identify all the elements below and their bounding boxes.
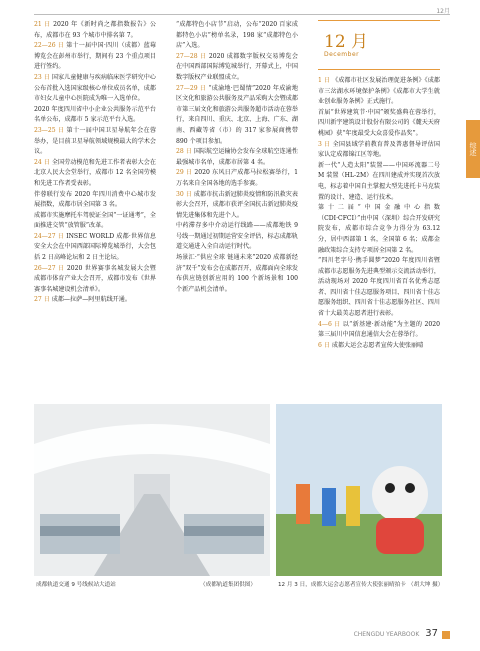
entry-text: 成都市实施摩托车驾驶证全国“一证通考”，全面推进交管“放管服”改革。 (34, 211, 156, 230)
entry-text: 全国县域学前教育普及普惠督导评估国家认定成都锦江区等地。 (318, 140, 440, 159)
entry-date: 23 日 (34, 73, 50, 81)
entry-text: 国家儿童健康与疾病临床医学研究中心公布首批入选国家级核心单位成员名单，成都市妇女儿童中心医院成为唯一入选单位。 (34, 73, 156, 103)
chronicle-entry (176, 221, 298, 253)
chronicle-entry (34, 211, 156, 232)
chronicle-entry (34, 190, 156, 211)
column-3 (318, 76, 440, 410)
column-2 (176, 20, 298, 400)
entry-date: 4—6 日 (318, 320, 341, 328)
chronicle-entry (34, 295, 156, 306)
entry-text: INSEC WORLD 成都·世界信息安全大会在中国西部国际博览城举行，大会包括 2 日高峰论坛和 2 日主论坛。 (34, 232, 156, 262)
entry-text: 2020 世界赛事名城发展大会暨成都市体育产业大会召开，成都市发布《世界赛事名城建设机会清单》。 (34, 264, 156, 293)
entry-date: 28 日 (176, 148, 192, 156)
yearbook-label: CHENGDU YEARBOOK (353, 631, 420, 638)
entry-date: 23—25 日 (34, 126, 65, 134)
header-rule (34, 14, 450, 15)
entry-text: 中药滞存多中介动运行线路——成都地铁 9 号线一期通过初期运营安全评估，标志成都轨道交通进入全自动运行时代。 (176, 222, 298, 251)
month-english: December (324, 51, 360, 58)
chronicle-entry (176, 20, 298, 52)
entry-text: 第十二届“中国金融中心指数（CDI·CFCI）”由中国（深圳）综合开发研究院发布，成都市综合竞争力得分为 63.12 分，居中西部第 1 名，全国第 6 名；成都金融政策综合支持专项居全国第 2 名。 (318, 204, 440, 254)
entry-text: 以“新基建·新动能”为主题的 2020 第三届川中国信息通信大会在蓉举行。 (318, 320, 440, 339)
entry-text: 2020 成都数字版权交易博览会在中国西部国际博览城举行，开幕式上，中国数字版权产业联盟成立。 (176, 52, 298, 81)
entry-text: 第十一届中国卫星导航年会在蓉举办，是目前卫星导航领域规模最大的学术会议。 (34, 126, 156, 156)
entry-text: 首届“世界建筑节·中国”颁奖盛典在蓉举行，四川新宇建筑设计股份有限公司的《麓天天府桃园》获“年度最受大众喜爱作品奖”。 (318, 108, 440, 137)
folio-marker (442, 631, 450, 639)
chronicle-entry (318, 203, 440, 256)
chronicle-entry (318, 161, 440, 203)
month-heading (318, 20, 440, 70)
entry-date: 30 日 (176, 190, 192, 198)
chronicle-entry (34, 105, 156, 126)
entry-text: 国际航空运输协会发布全球航空连通性最强城市名单，成都市居第 4 名。 (176, 148, 298, 166)
page-number: 37 (425, 628, 438, 639)
chronicle-entry (176, 84, 298, 148)
entry-text: 2020 东风日产成都马拉松赛举行，1 万名来自全国各地的选手参赛。 (176, 169, 298, 187)
caption-volunteer: 12 月 3 日，成都大运会志愿者宣传大使张丽晴拍卡 (278, 582, 406, 588)
entry-text: 成都市抗击新冠肺炎疫情和防汛救灾表彰大会召开，成都市获评全国抗击新冠肺炎疫情先进集体和先进个人。 (176, 190, 298, 219)
entry-date: 24—27 日 (34, 232, 65, 240)
entry-date: 27—29 日 (176, 84, 207, 92)
entry-text: 场景汇·“供应全球 链通未来”2020 成都新经济“双千”发布会在成都召开，成都面向全球发布供应链创新应用的 100 个新场景和 100 个新产品机会清单。 (176, 254, 298, 293)
chronicle-entry (318, 320, 440, 341)
entry-date: 6 日 (318, 341, 330, 349)
chronicle-entry (176, 52, 298, 84)
entry-date: 1 日 (318, 77, 331, 84)
chronicle-entry (34, 232, 156, 264)
entry-text: 2020 年《新时尚之都指数报告》公布，成都市在 93 个城市中排名第 7。 (34, 21, 156, 39)
entry-date: 3 日 (318, 140, 331, 148)
entry-date: 29 日 (176, 169, 193, 177)
entry-text: 成都大运会志愿者宣传大使张丽晴 (331, 341, 424, 349)
chronicle-entry (318, 108, 440, 140)
entry-date: 24 日 (34, 158, 50, 166)
entry-text: “四川老字号·携手圆梦”2020 年度四川省暨成都市志愿服务先进典型颁示交流活动举行，活动现场对 2020 年度四川省百名优秀志愿者、四川省十佳志愿服务项目、四川省十佳志愿服务组织、四川省十佳志愿服务社区、四川省十大最美志愿者进行表彰。 (318, 257, 440, 318)
chronicle-entry (34, 73, 156, 105)
running-head: 12月 (436, 8, 450, 15)
entry-text: 《成都市社区发展治理促进条例》《成都市三岔湖水环境保护条例》《成都市大学生就业创业服务条例》正式施行。 (318, 77, 440, 106)
entry-text: 新一代“人造太阳”装置——中国环流器二号 M 装置（HL-2M）在四川建成并实现首次放电，标志着中国自主掌握大型先进托卡马克装置的设计、建造、运行技术。 (318, 161, 440, 201)
entry-date: 27 日 (34, 296, 50, 304)
entry-text: “成都特色小店节”启动，公布“2020 百家成都特色小店”榜单名录，198 家“成都特色小店”入选。 (176, 21, 298, 50)
section-tab[interactable]: 综述 (466, 120, 480, 178)
entry-date: 22—26 日 (34, 42, 65, 50)
chronicle-entry (34, 41, 156, 73)
caption-metro-credit: （成都轨道集团供图） (200, 582, 256, 588)
caption-metro: 成都轨道交通 9 号线候站大道站 (36, 582, 116, 588)
entry-text: 第十一届中国·四川（成都）蓝莓博览会在彭州市举行，期间有 23 个重点项目进行签约。 (34, 42, 156, 71)
chronicle-entry (34, 20, 156, 41)
chronicle-entry (176, 190, 298, 222)
chronicle-entry (34, 264, 156, 296)
chronicle-entry (176, 253, 298, 295)
chronicle-entry (34, 126, 156, 158)
chronicle-entry (318, 140, 440, 161)
chronicle-entry (34, 158, 156, 190)
metro-station-photo (34, 404, 270, 576)
entry-text: 2020 年度四川省中小企业公共服务示范平台名单公布，成都市 5 家示范平台入选。 (34, 105, 156, 124)
entry-date: 21 日 (34, 21, 51, 28)
chronicle-entry (176, 168, 298, 189)
caption-volunteer-credit: （胡大坤 摄） (408, 582, 444, 588)
month-title: 12 月 (324, 32, 369, 52)
chronicle-entry (318, 256, 440, 320)
entry-text: 伴蓉联行发布 2020 年四川消费中心城市发展指数，成都市居全国第 3 名。 (34, 190, 156, 209)
entry-text: 成都—拉萨—阿里航线开通。 (51, 296, 131, 304)
chronicle-entry (318, 341, 440, 352)
volunteer-mascot-photo (276, 404, 442, 576)
chronicle-entry (318, 76, 440, 108)
entry-date: 27—28 日 (176, 52, 207, 60)
entry-text: “成渝地·巴蜀情”2020 年成渝地区文化和旅游公共服务及产品采购大会暨成都市第三届文化和旅游公共服务超市活动在蓉举行，来自四川、重庆、北京、上海、广东、湖南、西藏等省（市）的 317 家参展商携带 890 个项目参加。 (176, 84, 298, 145)
page-folio (354, 628, 450, 639)
chronicle-entry (176, 147, 298, 168)
entry-date: 26—27 日 (34, 264, 65, 272)
entry-text: 全国劳动模范和先进工作者表彰大会在北京人民大会堂举行，成都市 12 名全国劳模和先进工作者受表彰。 (34, 158, 156, 187)
